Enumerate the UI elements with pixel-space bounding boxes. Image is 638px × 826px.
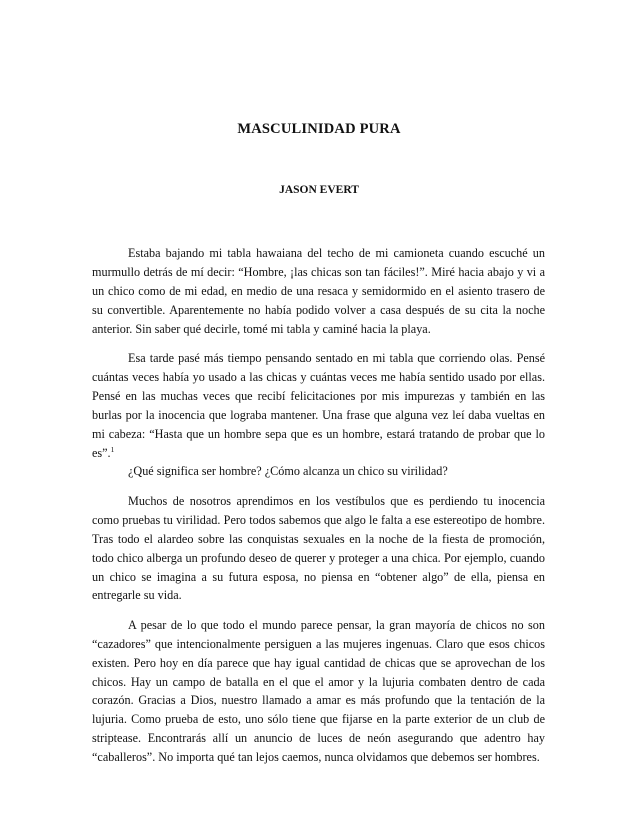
footnote-reference: 1: [110, 444, 115, 454]
paragraph: Muchos de nosotros aprendimos en los vestíbulos que es perdiendo tu inocencia como pruebas tu virilidad. Pero todos sabemos que algo le falta a ese estereotipo de hombre. Tras todo el alardeo sobre las conquistas sexuales en la noche de la fiesta de promoción, todo chico alberga un profundo deseo de querer y proteger a una chica. Por ejemplo, cuando un chico se imagina a su futura esposa, no piensa en “obtener algo” de ella, piensa en entregarle su vida.: [92, 493, 545, 603]
paragraph-text: Esa tarde pasé más tiempo pensando sentado en mi tabla que corriendo olas. Pensé cuántas veces había yo usado a las chicas y cuántas veces me había sentido usado por ellas. Pensé en las muchas veces que recibí felicitaciones por mis impurezas y también en las burlas por la inocencia que lograba mantener. Una frase que alguna vez leí daba vueltas en mi cabeza: “Hasta que un hombre sepa que es un hombre, estará tratando de probar que lo es”.: [92, 351, 545, 460]
document-body: [92, 244, 545, 767]
document-title: MASCULINIDAD PURA: [237, 121, 401, 137]
paragraph: ¿Qué significa ser hombre? ¿Cómo alcanza un chico su virilidad?: [128, 464, 448, 479]
paragraph: A pesar de lo que todo el mundo parece pensar, la gran mayoría de chicos no son “cazadores” que intencionalmente persiguen a las mujeres ingenuas. Claro que esos chicos existen. Pero hoy en día parece que hay igual cantidad de chicas que se aprovechan de los chicos. Hay un campo de batalla en el que el amor y la lujuria combaten dentro de cada corazón. Gracias a Dios, nuestro llamado a amar es más profundo que la tentación de la lujuria. Como prueba de esto, uno sólo tiene que fijarse en la parte exterior de un club de striptease. Encontrarás allí un anuncio de luces de neón asegurando que adentro hay “caballeros”. No importa qué tan lejos caemos, nunca olvidamos que debemos ser hombres.: [92, 617, 545, 765]
paragraph-with-footnote: [92, 349, 545, 462]
paragraph: Estaba bajando mi tabla hawaiana del techo de mi camioneta cuando escuché un murmullo detrás de mí decir: “Hombre, ¡las chicas son tan fáciles!”. Miré hacia abajo y vi a un chico como de mi edad, en medio de una resaca y semidormido en el asiento trasero de su convertible. Aparentemente no había podido volver a casa después de su cita la noche anterior. Sin saber qué decirle, tomé mi tabla y caminé hacia la playa.: [92, 246, 545, 336]
document-author: JASON EVERT: [279, 184, 359, 196]
